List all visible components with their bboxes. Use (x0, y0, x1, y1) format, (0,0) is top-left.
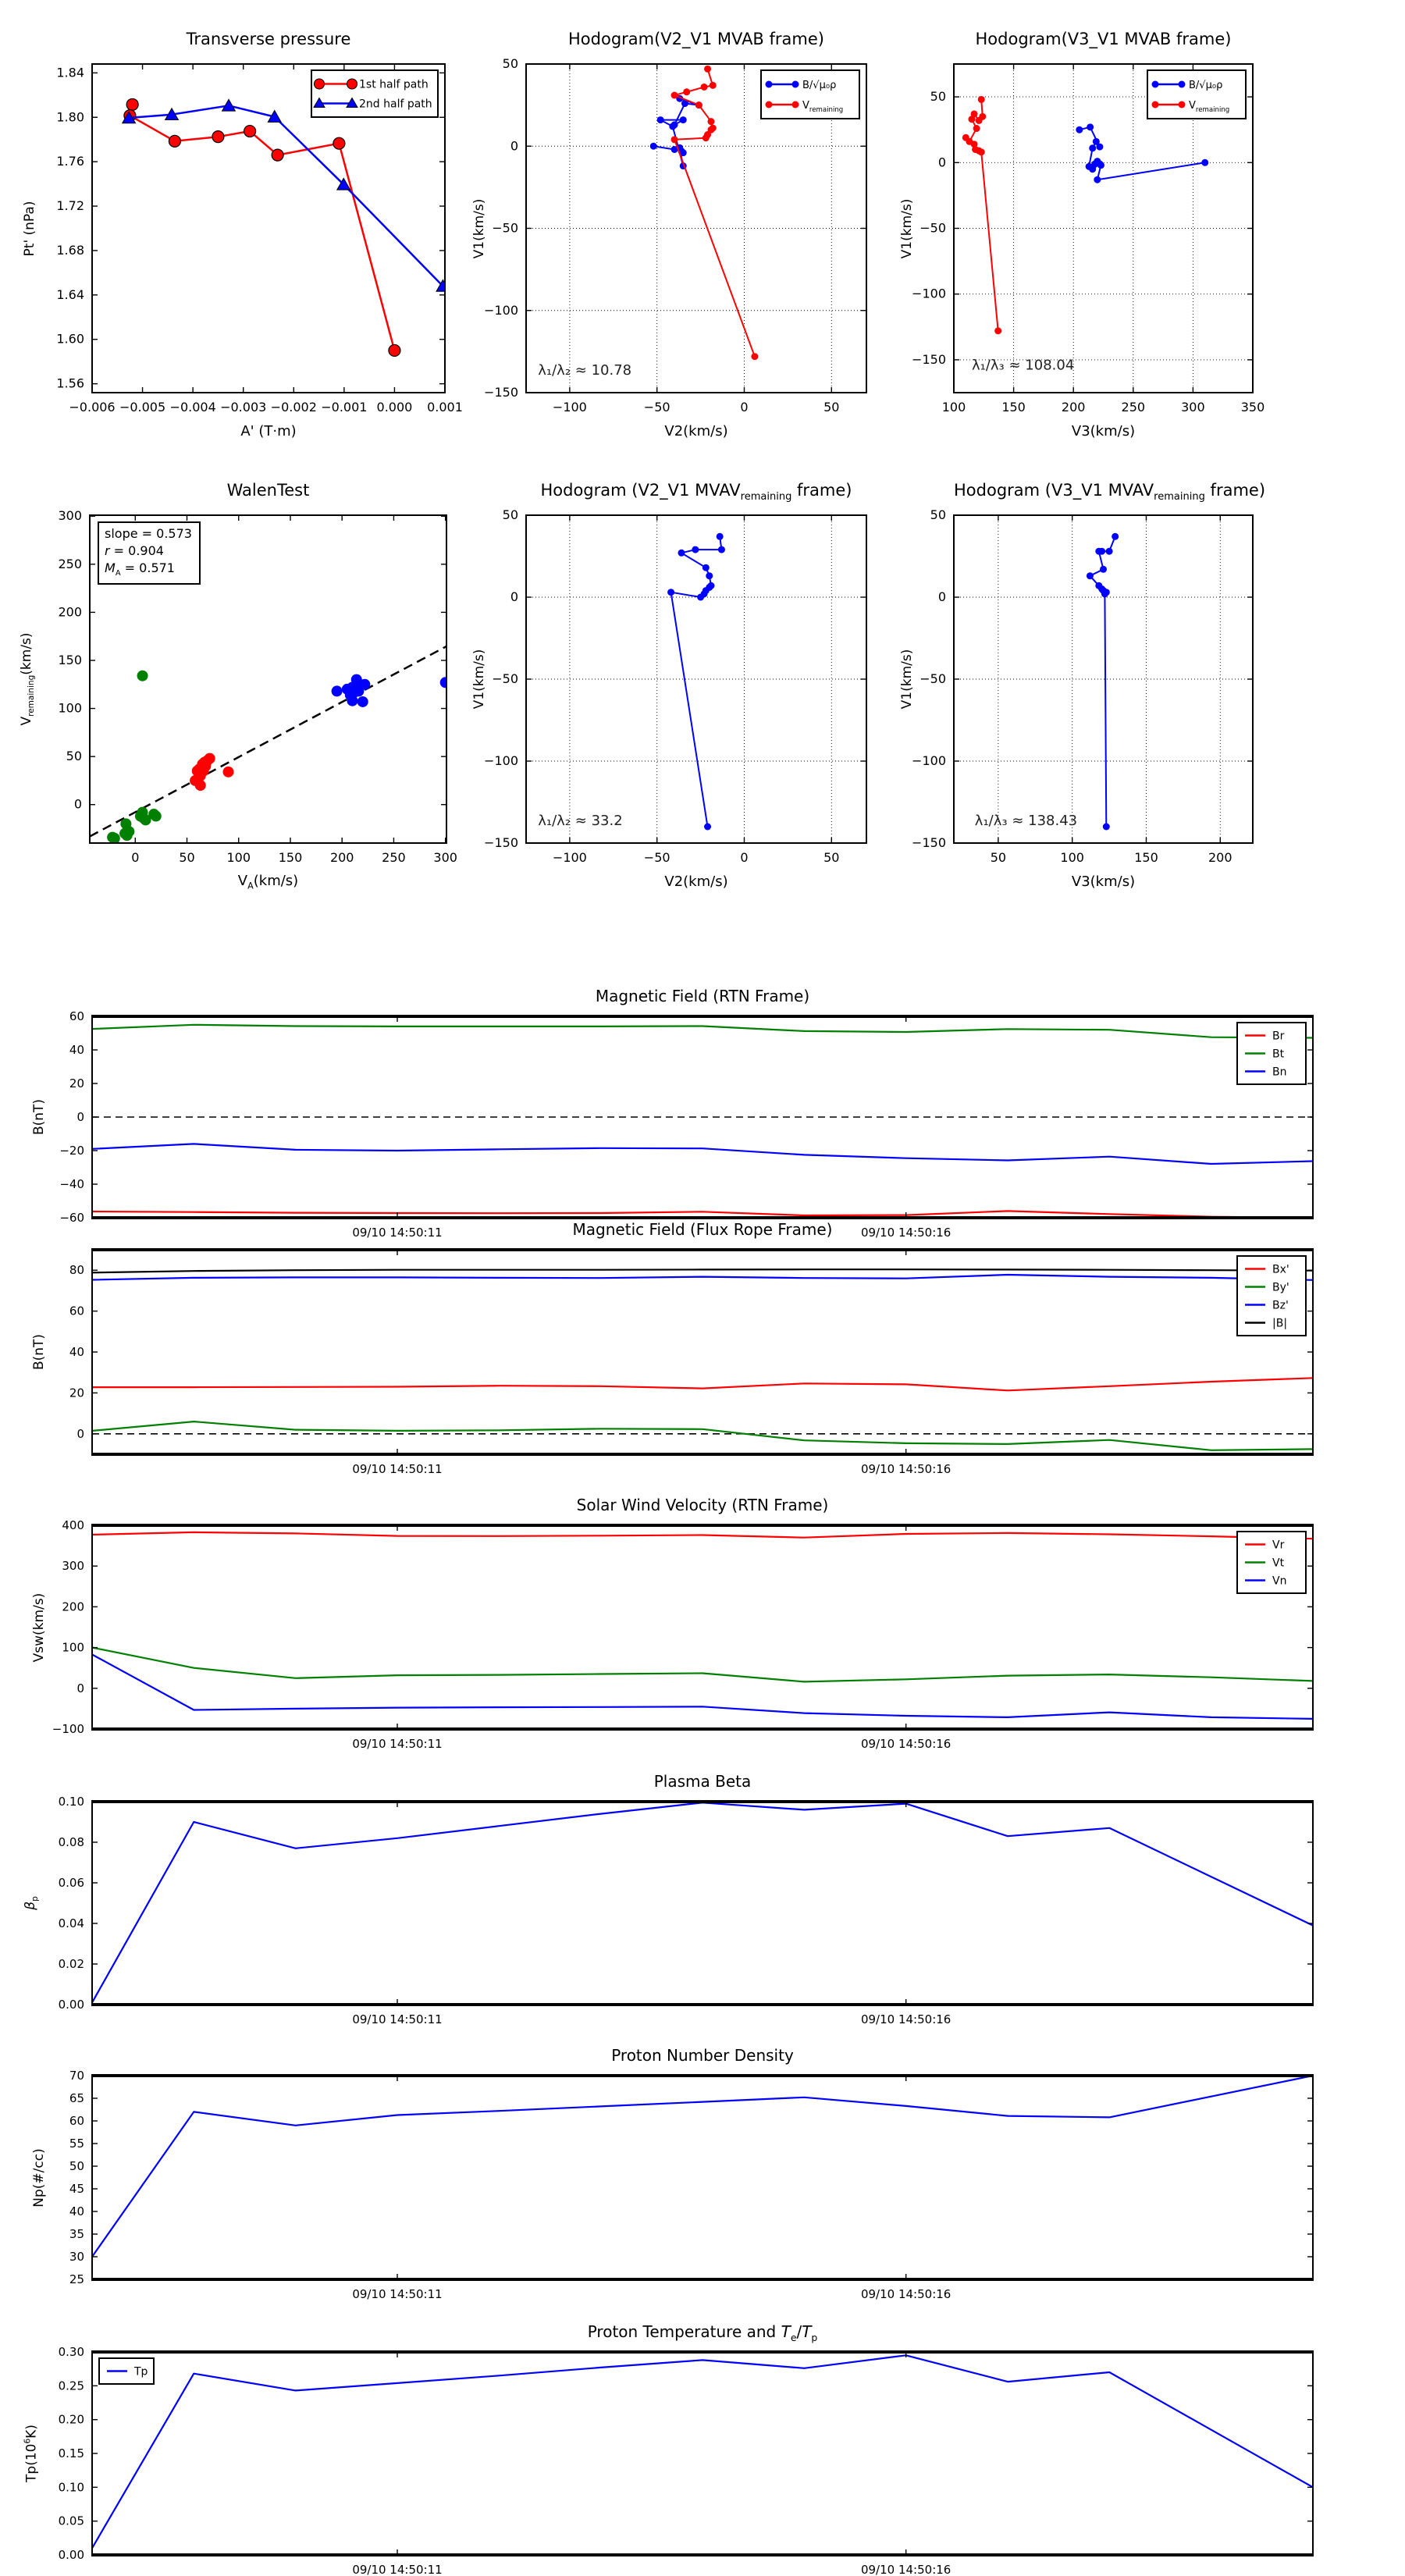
svg-text:200: 200 (1061, 400, 1086, 415)
svg-text:45: 45 (69, 2182, 84, 2196)
x-axis-label: V3(km/s) (1071, 873, 1136, 890)
svg-text:0.00: 0.00 (58, 1998, 84, 2012)
svg-text:0.25: 0.25 (58, 2379, 84, 2393)
svg-text:0: 0 (740, 850, 749, 865)
plot-axes (56, 64, 463, 415)
svg-text:−50: −50 (643, 850, 670, 865)
y-axis-label: B(nT) (31, 1333, 47, 1371)
panel-magnetic-field-flux-rope (31, 1220, 1313, 1476)
plot-axes (912, 507, 1253, 865)
series-group (92, 1269, 1313, 1450)
panel-solar-wind-velocity (31, 1496, 1313, 1751)
x-axis-label: V2(km/s) (664, 423, 728, 439)
svg-text:−100: −100 (552, 850, 587, 865)
svg-text:200: 200 (58, 604, 82, 620)
panel-proton-temperature (23, 2322, 1313, 2576)
series-group (92, 2076, 1313, 2257)
series-V-remaining (671, 536, 722, 827)
svg-text:300: 300 (58, 508, 82, 524)
plot-title: Transverse pressure (186, 30, 351, 48)
svg-text:200: 200 (329, 850, 354, 865)
tick-labels (69, 1263, 951, 1476)
svg-text:20: 20 (69, 1076, 84, 1091)
plot-hodogram-v2v1-mvav (471, 481, 866, 890)
plot-axes (58, 1795, 1313, 2026)
svg-text:−0.001: −0.001 (321, 400, 368, 415)
tick-labels (59, 1009, 951, 1240)
svg-text:100: 100 (226, 850, 251, 865)
annotation: λ₁/λ₂ ≈ 10.78 (538, 361, 632, 379)
svg-text:60: 60 (69, 1009, 84, 1023)
svg-text:0.10: 0.10 (58, 2480, 84, 2495)
markers-V-remaining (671, 66, 759, 360)
svg-text:0.30: 0.30 (58, 2345, 84, 2359)
svg-text:50: 50 (502, 507, 518, 522)
axes-frame (92, 2076, 1313, 2279)
svg-text:50: 50 (930, 89, 946, 105)
y-axis-label: Np(#/cc) (31, 2147, 47, 2208)
series-By' (92, 1421, 1313, 1450)
svg-text:Bn: Bn (1272, 1066, 1287, 1079)
series-Vr (92, 1532, 1313, 1539)
x-axis-label: V2(km/s) (664, 873, 728, 890)
svg-text:0: 0 (76, 1110, 84, 1124)
y-axis-label: $Tp(10^6K)$ (23, 2425, 40, 2482)
series-group (92, 1025, 1313, 1218)
svg-text:250: 250 (1121, 400, 1146, 415)
plot-title: Hodogram(V3_V1 MVAB frame) (975, 30, 1232, 48)
svg-text:0.10: 0.10 (58, 1795, 84, 1809)
ticks (526, 515, 866, 843)
svg-text:55: 55 (69, 2137, 84, 2151)
svg-text:0: 0 (131, 850, 140, 865)
y-axis-label: V1(km/s) (471, 649, 487, 710)
series-group (962, 96, 1208, 334)
svg-text:0: 0 (73, 796, 82, 812)
svg-text:0: 0 (76, 1681, 84, 1695)
svg-text:100: 100 (1060, 850, 1084, 865)
series-group (1087, 533, 1119, 831)
svg-text:09/10 14:50:16: 09/10 14:50:16 (860, 2563, 951, 2576)
svg-text:−40: −40 (59, 1177, 84, 1191)
svg-text:−100: −100 (484, 302, 518, 318)
panel-plasma-beta (22, 1772, 1313, 2026)
series-beta-p (92, 1802, 1313, 2002)
svg-text:20: 20 (69, 1386, 84, 1400)
svg-text:0: 0 (76, 1426, 84, 1441)
svg-text:−100: −100 (912, 753, 946, 768)
legend (1237, 1256, 1306, 1336)
svg-text:60: 60 (69, 1304, 84, 1318)
markers-B-sqrt-mu0rho (650, 95, 702, 169)
svg-text:0: 0 (510, 138, 518, 154)
series-Vt (92, 1648, 1313, 1682)
svg-text:2nd half path: 2nd half path (359, 98, 432, 111)
svg-text:0.00: 0.00 (58, 2548, 84, 2562)
tick-labels (52, 1518, 951, 1751)
series-V-remaining (1090, 536, 1115, 827)
x-axis-label: V3(km/s) (1071, 423, 1136, 439)
svg-text:−50: −50 (492, 220, 518, 236)
series-Bn (92, 1144, 1313, 1164)
annotation: λ₁/λ₃ ≈ 108.04 (971, 357, 1075, 374)
svg-text:50: 50 (990, 850, 1007, 865)
svg-text:|B|: |B| (1272, 1317, 1288, 1330)
axes-frame (92, 1525, 1313, 1729)
svg-text:−100: −100 (52, 1722, 84, 1736)
svg-text:80: 80 (69, 1263, 84, 1278)
svg-text:B/√μ₀ρ: B/√μ₀ρ (802, 80, 837, 91)
svg-text:−150: −150 (484, 835, 518, 850)
x-axis-label: $V_A(km/s)$ (237, 873, 299, 891)
series-Np (92, 2076, 1313, 2257)
svg-text:350: 350 (1240, 400, 1265, 415)
svg-text:150: 150 (58, 652, 82, 667)
svg-text:−100: −100 (912, 286, 946, 301)
series-Bx' (92, 1378, 1313, 1390)
svg-text:0.04: 0.04 (58, 1916, 84, 1930)
svg-text:1.56: 1.56 (56, 375, 84, 391)
svg-text:1.60: 1.60 (56, 331, 84, 347)
walen-stats-box (98, 521, 201, 585)
y-axis-label: V1(km/s) (471, 198, 487, 258)
axes-frame (92, 2352, 1313, 2555)
markers-V-remaining (1087, 533, 1119, 831)
svg-text:09/10 14:50:16: 09/10 14:50:16 (860, 1226, 951, 1240)
svg-text:300: 300 (62, 1559, 84, 1574)
ticks (92, 1802, 1313, 2005)
svg-text:−50: −50 (919, 220, 946, 236)
y-axis-label: B(nT) (31, 1098, 47, 1136)
svg-text:40: 40 (69, 1345, 84, 1359)
panel-proton-number-density (31, 2046, 1313, 2301)
plot-axes (912, 64, 1265, 415)
legend (311, 70, 438, 117)
svg-text:0.000: 0.000 (376, 400, 413, 415)
series-group (667, 533, 725, 831)
svg-text:60: 60 (69, 2114, 84, 2128)
svg-text:0.06: 0.06 (58, 1876, 84, 1890)
svg-text:100: 100 (58, 700, 82, 716)
legend (761, 70, 859, 119)
svg-text:Vn: Vn (1272, 1574, 1287, 1588)
y-axis-label: Vsw(km/s) (31, 1592, 47, 1662)
plot-title: Plasma Beta (653, 1772, 752, 1791)
svg-text:Bz': Bz' (1272, 1299, 1289, 1312)
svg-text:50: 50 (66, 749, 82, 764)
svg-text:−50: −50 (492, 671, 518, 686)
svg-text:Bt: Bt (1272, 1048, 1285, 1061)
series-group (90, 646, 451, 852)
svg-text:09/10 14:50:16: 09/10 14:50:16 (860, 1737, 951, 1751)
ticks (92, 2076, 1313, 2279)
ticks (92, 1250, 1313, 1454)
svg-text:250: 250 (382, 850, 406, 865)
svg-text:−100: −100 (552, 400, 587, 415)
ticks (92, 2352, 1313, 2555)
plot-title: Solar Wind Velocity (RTN Frame) (576, 1496, 829, 1514)
stat-r: r = 0.904 (105, 543, 164, 559)
plot-title: Hodogram (V2_V1 $MVAV_{remaining}$ frame) (540, 481, 852, 503)
series-V-remaining (966, 100, 998, 331)
plot-axes (58, 2345, 1313, 2576)
svg-text:09/10 14:50:11: 09/10 14:50:11 (352, 1226, 443, 1240)
svg-text:0.08: 0.08 (58, 1835, 84, 1849)
svg-text:Tp: Tp (134, 2365, 148, 2379)
svg-text:−0.003: −0.003 (220, 400, 267, 415)
svg-text:1.64: 1.64 (56, 286, 84, 302)
svg-text:100: 100 (62, 1640, 84, 1655)
svg-text:−100: −100 (484, 753, 518, 768)
y-axis-label: V1(km/s) (899, 198, 915, 258)
svg-text:50: 50 (823, 850, 840, 865)
svg-text:200: 200 (62, 1599, 84, 1614)
plot-hodogram-v3v1-mvab (899, 30, 1265, 439)
plot-axes (69, 2069, 1313, 2301)
svg-text:−0.005: −0.005 (119, 400, 166, 415)
svg-text:50: 50 (823, 400, 840, 415)
series-group (123, 98, 450, 356)
svg-text:150: 150 (1134, 850, 1158, 865)
y-axis-label: V1(km/s) (899, 649, 915, 710)
svg-text:−50: −50 (643, 400, 670, 415)
axes-frame (92, 1250, 1313, 1454)
plot-hodogram-v2v1-mvab (471, 30, 866, 439)
series-2nd half path (129, 105, 443, 286)
tick-labels (912, 507, 1232, 865)
svg-text:Vr: Vr (1272, 1539, 1285, 1552)
markers-component-3 (332, 674, 451, 707)
series-Bt (92, 1025, 1313, 1038)
svg-text:1.80: 1.80 (56, 109, 84, 125)
series-group (92, 1532, 1313, 1719)
markers-1st half path (124, 98, 400, 356)
series-V-remaining (674, 69, 755, 356)
svg-text:Vremaining​: $V_{remaining}$ (1189, 100, 1230, 114)
svg-text:Vremaining​: $V_{remaining}$ (802, 100, 844, 114)
svg-text:35: 35 (69, 2227, 84, 2241)
axes-frame (526, 515, 866, 843)
svg-text:09/10 14:50:11: 09/10 14:50:11 (352, 2287, 443, 2301)
legend (1147, 70, 1246, 119)
plot-axes (52, 1518, 1313, 1751)
plot-title: Proton Temperature and $T_e/T_p$ (587, 2322, 818, 2343)
svg-text:−150: −150 (484, 385, 518, 400)
svg-text:−150: −150 (912, 351, 946, 367)
svg-text:−150: −150 (912, 835, 946, 850)
ticks (92, 1525, 1313, 1729)
svg-text:−20: −20 (59, 1144, 84, 1158)
tick-labels (59, 1795, 951, 2026)
annotation: λ₁/λ₂ ≈ 33.2 (538, 812, 623, 829)
plot-axes (484, 507, 866, 865)
series-Bz' (92, 1275, 1313, 1280)
y-axis-label: Pt' (nPa) (22, 201, 37, 256)
svg-text:50: 50 (930, 507, 946, 522)
svg-text:Br: Br (1272, 1030, 1285, 1043)
svg-text:Bx': Bx' (1272, 1263, 1289, 1276)
axes-frame (92, 1802, 1313, 2005)
svg-text:09/10 14:50:11: 09/10 14:50:11 (352, 1462, 443, 1476)
annotation: λ₁/λ₃ ≈ 138.43 (974, 812, 1078, 829)
svg-text:1st half path: 1st half path (359, 78, 429, 91)
legend (1237, 1023, 1306, 1084)
legend (1237, 1532, 1306, 1593)
plot-walen-test (18, 481, 457, 891)
svg-text:−0.006: −0.006 (69, 400, 116, 415)
svg-text:0.02: 0.02 (58, 1957, 84, 1971)
svg-text:50: 50 (502, 56, 518, 71)
svg-text:1.72: 1.72 (56, 198, 84, 214)
svg-text:0.15: 0.15 (58, 2446, 84, 2460)
axes-frame (954, 515, 1253, 843)
x-axis-label: A' (T·m) (240, 423, 297, 439)
svg-text:09/10 14:50:16: 09/10 14:50:16 (860, 2287, 951, 2301)
svg-text:200: 200 (1208, 850, 1232, 865)
svg-text:250: 250 (58, 556, 82, 571)
svg-text:−60: −60 (59, 1211, 84, 1225)
ticks (954, 515, 1253, 843)
plot-hodogram-v3v1-mvav (899, 481, 1266, 890)
tick-labels (484, 507, 839, 865)
svg-text:150: 150 (1001, 400, 1026, 415)
series-group (650, 66, 759, 360)
series-group (92, 2355, 1313, 2548)
tick-labels (59, 2345, 951, 2576)
plot-axes (69, 1250, 1313, 1476)
series-B-sqrt-mu0rho (1080, 127, 1205, 180)
plot-title: WalenTest (226, 481, 310, 500)
svg-text:09/10 14:50:11: 09/10 14:50:11 (352, 2012, 443, 2026)
svg-text:300: 300 (1181, 400, 1205, 415)
plot-axes (484, 56, 866, 415)
svg-text:B/√μ₀ρ: B/√μ₀ρ (1189, 80, 1223, 91)
series-group (92, 1802, 1313, 2002)
svg-text:0.20: 0.20 (58, 2412, 84, 2427)
svg-text:100: 100 (941, 400, 966, 415)
plot-title: Hodogram (V3_V1 $MVAV_{remaining}$ frame) (954, 481, 1266, 503)
series-B-sqrt-mu0rho (653, 98, 699, 165)
svg-text:25: 25 (69, 2272, 84, 2286)
markers-B-sqrt-mu0rho (1076, 123, 1208, 183)
svg-text:300: 300 (433, 850, 457, 865)
svg-text:0.001: 0.001 (427, 400, 463, 415)
y-axis-label: $\beta_p$ (22, 1896, 41, 1910)
svg-text:09/10 14:50:16: 09/10 14:50:16 (860, 2012, 951, 2026)
svg-text:0.05: 0.05 (58, 2514, 84, 2528)
series-Vn (92, 1655, 1313, 1719)
plot-title: Proton Number Density (611, 2046, 794, 2065)
svg-text:1.84: 1.84 (56, 65, 84, 80)
legend (99, 2358, 154, 2384)
svg-text:65: 65 (69, 2091, 84, 2105)
svg-text:−0.004: −0.004 (169, 400, 216, 415)
svg-text:1.76: 1.76 (56, 154, 84, 169)
svg-text:40: 40 (69, 1043, 84, 1057)
plot-title: Hodogram(V2_V1 MVAB frame) (568, 30, 824, 48)
svg-text:09/10 14:50:11: 09/10 14:50:11 (352, 1737, 443, 1751)
tick-labels (69, 2069, 951, 2301)
stat-slope: slope = 0.573 (105, 526, 192, 541)
svg-text:−0.002: −0.002 (270, 400, 317, 415)
svg-text:50: 50 (69, 2159, 84, 2173)
svg-text:09/10 14:50:11: 09/10 14:50:11 (352, 2563, 443, 2576)
svg-text:40: 40 (69, 2204, 84, 2218)
grid-lines (954, 515, 1253, 843)
svg-text:09/10 14:50:16: 09/10 14:50:16 (860, 1462, 951, 1476)
svg-text:50: 50 (179, 850, 195, 865)
svg-text:0: 0 (937, 155, 946, 170)
stat-ma: $M_A = 0.571$ (105, 560, 175, 578)
svg-text:−50: −50 (919, 671, 946, 686)
markers-component-1 (107, 671, 162, 852)
series-Tp (92, 2355, 1313, 2548)
svg-text:30: 30 (69, 2250, 84, 2264)
svg-text:0: 0 (740, 400, 749, 415)
svg-text:400: 400 (62, 1518, 84, 1532)
svg-text:Vt: Vt (1272, 1557, 1285, 1570)
plot-title: Magnetic Field (Flux Rope Frame) (572, 1220, 833, 1239)
svg-text:0: 0 (937, 589, 946, 604)
plot-transverse-pressure (22, 30, 463, 439)
grid-lines (526, 515, 866, 843)
series-|B| (92, 1269, 1313, 1272)
svg-text:By': By' (1272, 1281, 1289, 1294)
y-axis-label: $V_{remaining}(km/s)$ (18, 632, 37, 726)
markers-V-remaining (667, 533, 725, 831)
plot-title: Magnetic Field (RTN Frame) (595, 987, 810, 1005)
svg-text:70: 70 (69, 2069, 84, 2083)
svg-text:0: 0 (510, 589, 518, 604)
svg-text:1.68: 1.68 (56, 242, 84, 258)
svg-text:150: 150 (278, 850, 303, 865)
